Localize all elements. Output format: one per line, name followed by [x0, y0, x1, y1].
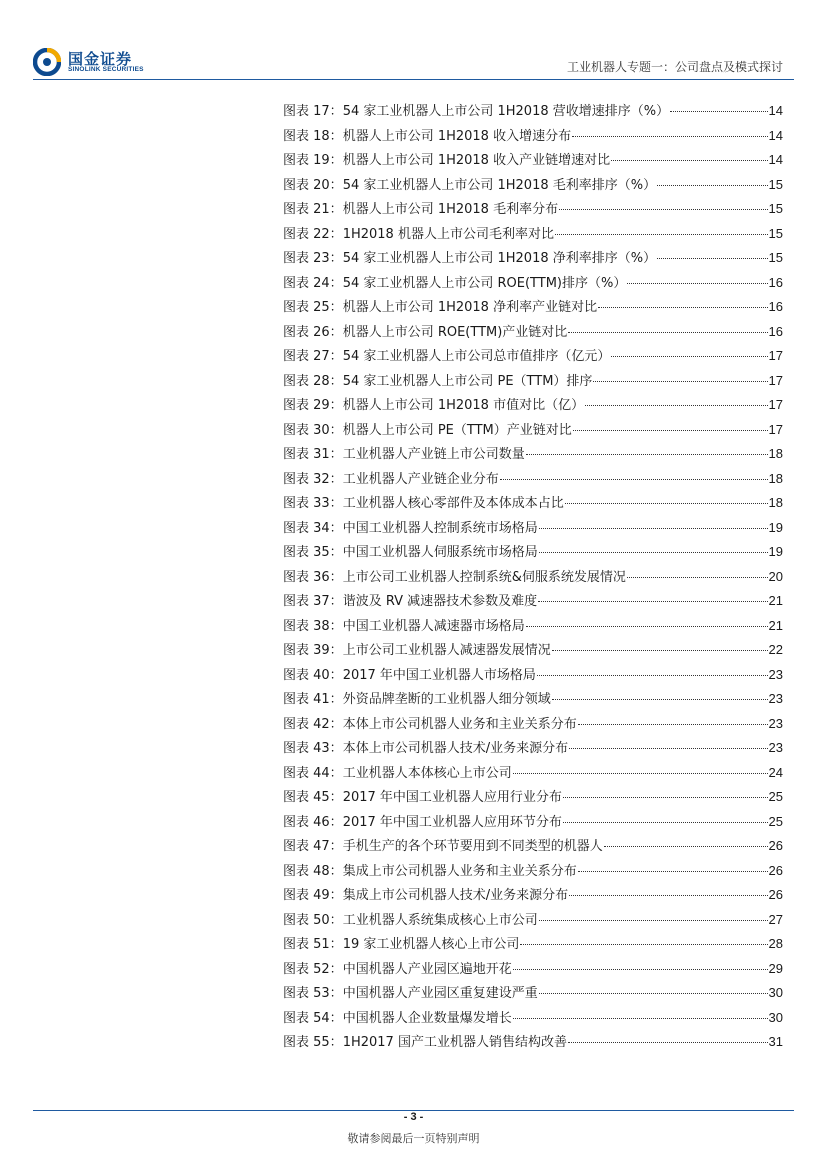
toc-entry-label: 图表 17：	[283, 104, 343, 119]
toc-dot-leader	[537, 663, 768, 676]
toc-entry-label: 图表 47：	[283, 839, 343, 854]
toc-entry-label: 图表 46：	[283, 814, 343, 830]
toc-entry-label: 图表 53：	[283, 986, 343, 1001]
toc-entry-title: 机器人上市公司 1H2018 收入产业链增速对比	[342, 153, 611, 168]
toc-dot-leader	[526, 442, 768, 455]
toc-entry-title: 54 家工业机器人上市公司 PE（TTM）排序	[342, 373, 593, 389]
toc-entry-title: 2017 年中国工业机器人市场格局	[342, 667, 536, 683]
toc-entry-title: 2017 年中国工业机器人应用行业分布	[342, 790, 562, 805]
toc-dot-leader	[526, 614, 768, 627]
toc-entry[interactable]	[283, 491, 783, 516]
report-title: 工业机器人专题一：公司盘点及模式探讨	[566, 60, 783, 74]
toc-entry-page: 19	[768, 519, 783, 535]
toc-entry-title: 工业机器人系统集成核心上市公司	[342, 912, 538, 928]
toc-entry[interactable]	[283, 957, 783, 982]
toc-entry-label: 图表 52：	[283, 961, 343, 977]
toc-entry-page: 15	[768, 176, 783, 192]
toc-entry-label: 图表 25：	[283, 300, 343, 315]
toc-entry-page: 21	[768, 617, 783, 633]
toc-entry-title: 工业机器人本体核心上市公司	[342, 765, 512, 781]
toc-entry-title: 工业机器人产业链企业分布	[342, 471, 499, 487]
toc-entry-title: 机器人上市公司 1H2018 市值对比（亿）	[342, 398, 585, 413]
toc-entry-page: 30	[768, 985, 783, 1000]
toc-dot-leader	[598, 295, 767, 308]
toc-entry-page: 26	[768, 887, 783, 902]
toc-entry-title: 机器人上市公司 1H2018 收入增速分布	[342, 128, 572, 144]
toc-entry-label: 图表 44：	[283, 765, 343, 781]
toc-entry[interactable]	[283, 320, 783, 345]
toc-dot-leader	[538, 589, 767, 602]
toc-entry-label: 图表 41：	[283, 692, 343, 707]
toc-entry-title: 机器人上市公司 PE（TTM）产业链对比	[342, 422, 572, 438]
toc-entry-page: 20	[768, 568, 783, 584]
toc-entry-label: 图表 38：	[283, 618, 343, 634]
toc-entry-page: 26	[768, 862, 783, 878]
figure-table-of-contents	[283, 99, 783, 1055]
toc-entry-page: 29	[768, 960, 783, 976]
toc-entry-page: 30	[768, 1009, 783, 1025]
toc-entry-label: 图表 28：	[283, 373, 343, 389]
toc-entry-page: 28	[768, 936, 783, 951]
toc-entry-page: 15	[768, 201, 783, 216]
toc-entry-title: 54 家工业机器人上市公司 1H2018 净利率排序（%）	[342, 251, 657, 266]
toc-entry[interactable]	[283, 834, 783, 859]
toc-entry-title: 中国工业机器人伺服系统市场格局	[342, 545, 538, 560]
toc-entry-label: 图表 45：	[283, 790, 343, 805]
toc-dot-leader	[569, 736, 767, 749]
sinolink-logo-icon	[33, 48, 61, 76]
toc-entry-page: 17	[768, 348, 783, 363]
toc-entry-page: 23	[768, 715, 783, 731]
toc-entry-title: 机器人上市公司 1H2018 毛利率分布	[342, 202, 559, 217]
toc-entry[interactable]	[283, 981, 783, 1006]
toc-entry[interactable]	[283, 785, 783, 810]
toc-dot-leader	[563, 785, 768, 798]
toc-dot-leader	[539, 981, 768, 994]
toc-entry-label: 图表 51：	[283, 937, 343, 952]
toc-entry-page: 17	[768, 421, 783, 437]
logo-chinese-name: 国金证券	[68, 50, 133, 68]
toc-dot-leader	[670, 99, 767, 112]
toc-entry-page: 14	[768, 103, 783, 118]
toc-dot-leader	[569, 883, 767, 896]
toc-entry-label: 图表 33：	[283, 496, 343, 511]
toc-dot-leader	[568, 1030, 768, 1043]
toc-entry-page: 19	[768, 544, 783, 559]
toc-dot-leader	[573, 418, 768, 431]
toc-entry-title: 中国工业机器人减速器市场格局	[342, 618, 525, 634]
toc-dot-leader	[578, 712, 768, 725]
header-divider	[33, 79, 794, 80]
toc-entry[interactable]	[283, 736, 783, 761]
toc-dot-leader	[520, 932, 767, 945]
toc-dot-leader	[657, 173, 767, 186]
toc-entry[interactable]	[283, 565, 783, 590]
toc-entry-page: 25	[768, 813, 783, 829]
toc-entry-title: 中国机器人企业数量爆发增长	[342, 1010, 512, 1026]
toc-dot-leader	[578, 859, 768, 872]
toc-entry-page: 22	[768, 642, 783, 657]
toc-entry-page: 18	[768, 495, 783, 510]
toc-entry-page: 23	[768, 691, 783, 706]
toc-entry-label: 图表 55：	[283, 1035, 343, 1050]
toc-entry-label: 图表 29：	[283, 398, 343, 413]
toc-entry[interactable]	[283, 271, 783, 296]
toc-dot-leader	[539, 540, 768, 553]
company-logo	[33, 46, 163, 80]
toc-entry-title: 2017 年中国工业机器人应用环节分布	[342, 814, 562, 830]
toc-entry-page: 26	[768, 838, 783, 853]
toc-entry-page: 21	[768, 593, 783, 608]
toc-entry[interactable]	[283, 418, 783, 443]
toc-entry[interactable]	[283, 124, 783, 149]
toc-dot-leader	[539, 908, 768, 921]
toc-entry[interactable]	[283, 932, 783, 957]
logo-english-name: SINOLINK SECURITIES	[68, 66, 144, 73]
toc-dot-leader	[627, 565, 768, 578]
toc-entry-title: 外资品牌垄断的工业机器人细分领域	[342, 692, 551, 707]
toc-dot-leader	[555, 222, 768, 235]
toc-entry-label: 图表 31：	[283, 447, 343, 462]
toc-entry[interactable]	[283, 663, 783, 688]
toc-entry-page: 23	[768, 666, 783, 682]
toc-entry-title: 手机生产的各个环节要用到不同类型的机器人	[342, 839, 603, 854]
toc-entry[interactable]	[283, 908, 783, 933]
toc-entry[interactable]	[283, 1030, 783, 1055]
toc-entry-label: 图表 43：	[283, 741, 343, 756]
toc-entry-page: 17	[768, 372, 783, 388]
toc-entry-title: 集成上市公司机器人技术/业务来源分布	[342, 888, 569, 903]
toc-entry-label: 图表 22：	[283, 226, 343, 242]
disclaimer-note: 敬请参阅最后一页特别声明	[347, 1132, 480, 1145]
toc-entry-page: 16	[768, 274, 783, 290]
toc-entry[interactable]	[283, 712, 783, 737]
toc-entry-title: 工业机器人产业链上市公司数量	[342, 447, 525, 462]
toc-entry[interactable]	[283, 148, 783, 173]
toc-entry[interactable]	[283, 589, 783, 614]
toc-dot-leader	[552, 687, 768, 700]
toc-entry-label: 图表 49：	[283, 888, 343, 903]
toc-dot-leader	[604, 834, 768, 847]
toc-dot-leader	[563, 810, 768, 823]
toc-entry-page: 14	[768, 152, 783, 167]
toc-entry[interactable]	[283, 369, 783, 394]
toc-entry-title: 19 家工业机器人核心上市公司	[342, 937, 520, 952]
toc-entry-label: 图表 54：	[283, 1010, 343, 1026]
page-number: - 3 -	[403, 1111, 424, 1123]
toc-entry-title: 本体上市公司机器人技术/业务来源分布	[342, 741, 569, 756]
toc-dot-leader	[513, 761, 768, 774]
toc-entry-label: 图表 27：	[283, 349, 343, 364]
toc-dot-leader	[657, 246, 767, 259]
toc-entry-title: 工业机器人核心零部件及本体成本占比	[342, 496, 564, 511]
toc-entry-page: 15	[768, 250, 783, 265]
toc-entry[interactable]	[283, 516, 783, 541]
toc-entry-title: 54 家工业机器人上市公司总市值排序（亿元）	[342, 349, 611, 364]
toc-entry-label: 图表 23：	[283, 251, 343, 266]
toc-entry-label: 图表 39：	[283, 643, 343, 658]
toc-entry-page: 15	[768, 225, 783, 241]
toc-entry-title: 谐波及 RV 减速器技术参数及难度	[342, 594, 538, 609]
toc-entry[interactable]	[283, 393, 783, 418]
toc-entry-title: 54 家工业机器人上市公司 ROE(TTM)排序（%）	[342, 275, 627, 291]
toc-entry[interactable]	[283, 540, 783, 565]
toc-entry-title: 1H2018 机器人上市公司毛利率对比	[342, 226, 554, 242]
toc-entry-label: 图表 40：	[283, 667, 343, 683]
toc-entry[interactable]	[283, 295, 783, 320]
toc-entry-label: 图表 32：	[283, 471, 343, 487]
toc-dot-leader	[593, 369, 767, 382]
toc-dot-leader	[611, 344, 767, 357]
toc-dot-leader	[627, 271, 767, 284]
toc-entry[interactable]	[283, 442, 783, 467]
toc-entry-label: 图表 50：	[283, 912, 343, 928]
toc-entry[interactable]	[283, 761, 783, 786]
toc-entry-page: 24	[768, 764, 783, 780]
toc-entry[interactable]	[283, 1006, 783, 1031]
toc-dot-leader	[611, 148, 767, 161]
toc-entry-title: 1H2017 国产工业机器人销售结构改善	[342, 1035, 567, 1050]
toc-dot-leader	[552, 638, 768, 651]
toc-entry-title: 中国工业机器人控制系统市场格局	[342, 520, 538, 536]
toc-entry-page: 17	[768, 397, 783, 412]
toc-dot-leader	[513, 1006, 768, 1019]
toc-entry[interactable]	[283, 222, 783, 247]
toc-entry-page: 27	[768, 911, 783, 927]
toc-entry-label: 图表 48：	[283, 863, 343, 879]
toc-entry-label: 图表 24：	[283, 275, 343, 291]
toc-entry-page: 31	[768, 1034, 783, 1049]
toc-entry-page: 16	[768, 299, 783, 314]
toc-dot-leader	[513, 957, 768, 970]
toc-dot-leader	[539, 516, 768, 529]
toc-entry-label: 图表 21：	[283, 202, 343, 217]
toc-entry[interactable]	[283, 344, 783, 369]
toc-entry-label: 图表 36：	[283, 569, 343, 585]
toc-entry[interactable]	[283, 197, 783, 222]
toc-entry-title: 本体上市公司机器人业务和主业关系分布	[342, 716, 577, 732]
toc-entry-label: 图表 35：	[283, 545, 343, 560]
toc-entry[interactable]	[283, 99, 783, 124]
toc-entry[interactable]	[283, 883, 783, 908]
toc-entry[interactable]	[283, 467, 783, 492]
toc-entry-title: 54 家工业机器人上市公司 1H2018 营收增速排序（%）	[342, 104, 670, 119]
toc-entry-label: 图表 37：	[283, 594, 343, 609]
toc-entry-title: 集成上市公司机器人业务和主业关系分布	[342, 863, 577, 879]
toc-entry[interactable]	[283, 173, 783, 198]
toc-dot-leader	[565, 491, 768, 504]
toc-entry[interactable]	[283, 810, 783, 835]
toc-entry-page: 25	[768, 789, 783, 804]
toc-entry[interactable]	[283, 246, 783, 271]
toc-entry[interactable]	[283, 638, 783, 663]
toc-entry-label: 图表 19：	[283, 153, 343, 168]
toc-entry-label: 图表 18：	[283, 128, 343, 144]
toc-dot-leader	[500, 467, 768, 480]
toc-entry-label: 图表 34：	[283, 520, 343, 536]
toc-entry-page: 18	[768, 446, 783, 461]
toc-entry-label: 图表 20：	[283, 177, 343, 193]
toc-entry[interactable]	[283, 687, 783, 712]
toc-dot-leader	[585, 393, 767, 406]
toc-entry-title: 54 家工业机器人上市公司 1H2018 毛利率排序（%）	[342, 177, 657, 193]
toc-entry-title: 机器人上市公司 ROE(TTM)产业链对比	[342, 324, 568, 340]
toc-entry-title: 上市公司工业机器人控制系统&伺服系统发展情况	[342, 569, 626, 585]
toc-dot-leader	[568, 320, 767, 333]
toc-entry-label: 图表 26：	[283, 324, 343, 340]
toc-entry[interactable]	[283, 859, 783, 884]
toc-dot-leader	[559, 197, 767, 210]
toc-entry-page: 16	[768, 323, 783, 339]
toc-entry-title: 机器人上市公司 1H2018 净利率产业链对比	[342, 300, 598, 315]
toc-entry-page: 23	[768, 740, 783, 755]
toc-entry-label: 图表 42：	[283, 716, 343, 732]
toc-entry-page: 14	[768, 127, 783, 143]
toc-entry-page: 18	[768, 470, 783, 486]
toc-entry-title: 中国机器人产业园区重复建设严重	[342, 986, 538, 1001]
toc-dot-leader	[572, 124, 767, 137]
toc-entry-label: 图表 30：	[283, 422, 343, 438]
toc-entry-title: 中国机器人产业园区遍地开花	[342, 961, 512, 977]
toc-entry[interactable]	[283, 614, 783, 639]
toc-entry-title: 上市公司工业机器人减速器发展情况	[342, 643, 551, 658]
